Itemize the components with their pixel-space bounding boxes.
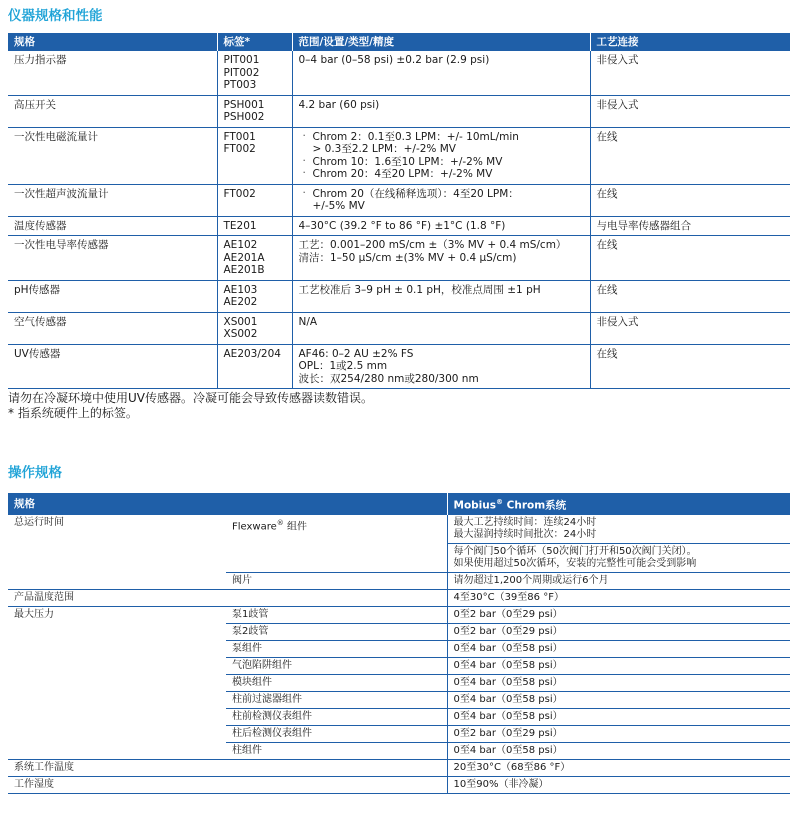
spec-cell: 一次性电磁流量计 [8, 127, 217, 184]
component-cell [226, 759, 447, 776]
connection-cell: 非侵入式 [590, 95, 790, 127]
spec-cell [8, 742, 226, 759]
tag-value: XS002 [223, 328, 258, 340]
header-system: Mobius® Chrom系统 [447, 493, 790, 515]
instrument-specs-title: 仪器规格和性能 [8, 8, 103, 24]
value-line: 0至2 bar（0至29 psi） [453, 608, 563, 620]
table-row [8, 572, 790, 589]
value-cell [447, 572, 790, 589]
value-cell [447, 623, 790, 640]
table-row [8, 51, 790, 95]
tag-value: AE103 [223, 283, 258, 296]
header-spec: 规格 [8, 493, 447, 515]
range-line: 清洁：1–50 μS/cm ±(3% MV + 0.4 μS/cm) [298, 251, 517, 264]
range-line: OPL：1或2.5 mm [298, 360, 388, 372]
tag-value: FT001 [223, 130, 256, 143]
value-line: 4至30°C（39至86 °F） [453, 591, 564, 603]
component-cell: 柱组件 [226, 742, 447, 759]
spec-cell: 产品温度范围 [8, 589, 226, 606]
value-line: 0至4 bar（0至58 psi） [453, 744, 563, 756]
header-tag: 标签* [217, 33, 292, 51]
value-cell [447, 708, 790, 725]
spec-cell: 一次性电导率传感器 [8, 236, 217, 281]
value-line: 0至4 bar（0至58 psi） [453, 659, 563, 671]
spec-cell: 工作湿度 [8, 776, 226, 793]
value-line: 最大湿润持续时间批次：24小时 [453, 528, 597, 540]
table-header-row [8, 33, 790, 51]
spec-cell [8, 640, 226, 657]
component-cell: 阀片 [226, 572, 447, 589]
value-line: 10至90%（非冷凝） [453, 778, 549, 790]
spec-cell: 空气传感器 [8, 312, 217, 344]
tag-value: AE202 [223, 296, 258, 308]
spec-cell: 系统工作温度 [8, 759, 226, 776]
table-row [8, 312, 790, 344]
value-cell [447, 776, 790, 793]
range-cell [292, 236, 590, 281]
table-row [8, 708, 790, 725]
header-connection: 工艺连接 [590, 33, 790, 51]
range-line: 0–4 bar (0–58 psi) ±0.2 bar (2.9 psi) [298, 54, 490, 66]
spec-cell [8, 708, 226, 725]
range-line: > 0.3至2.2 LPM：+/-2% MV [312, 143, 456, 155]
tag-cell [217, 344, 292, 389]
tag-value: PT003 [223, 79, 257, 91]
connection-cell: 在线 [590, 236, 790, 281]
tag-value: XS001 [223, 315, 258, 328]
component-cell: Flexware® 组件 [226, 515, 447, 544]
table-row [8, 606, 790, 623]
table-row [8, 623, 790, 640]
tag-cell [217, 312, 292, 344]
range-cell [292, 184, 590, 216]
component-cell: 柱前检测仪表组件 [226, 708, 447, 725]
spec-cell [8, 543, 226, 572]
value-line: 0至2 bar（0至29 psi） [453, 727, 563, 739]
tag-value: TE201 [223, 219, 257, 232]
header-spec: 规格 [8, 33, 217, 51]
range-cell [292, 344, 590, 389]
spec-cell: pH传感器 [8, 280, 217, 312]
table-row [8, 725, 790, 742]
component-cell: 模块组件 [226, 674, 447, 691]
value-line: 最大工艺持续时间：连续24小时 [453, 516, 597, 528]
value-cell [447, 691, 790, 708]
connection-cell: 非侵入式 [590, 51, 790, 95]
range-line: 工艺：0.001–200 mS/cm ±（3% MV + 0.4 mS/cm） [298, 239, 567, 251]
connection-cell: 在线 [590, 184, 790, 216]
table-row [8, 184, 790, 216]
value-line: 请勿超过1,200个周期或运行6个月 [453, 574, 609, 586]
spec-cell: 压力指示器 [8, 51, 217, 95]
tag-value: PSH002 [223, 111, 265, 123]
tag-footnote: * 指系统硬件上的标签。 [8, 406, 138, 420]
table-row [8, 657, 790, 674]
tag-cell [217, 280, 292, 312]
table-row [8, 640, 790, 657]
value-line: 0至4 bar（0至58 psi） [453, 710, 563, 722]
spec-cell: 温度传感器 [8, 216, 217, 236]
value-line: 0至4 bar（0至58 psi） [453, 693, 563, 705]
tag-cell [217, 95, 292, 127]
spec-cell [8, 623, 226, 640]
value-cell [447, 725, 790, 742]
component-cell: 柱后检测仪表组件 [226, 725, 447, 742]
component-cell: 气泡陷阱组件 [226, 657, 447, 674]
range-line: AF46: 0–2 AU ±2% FS [298, 347, 414, 360]
table-row [8, 589, 790, 606]
value-cell [447, 515, 790, 544]
tag-value: AE201A [223, 251, 265, 264]
instrument-specs-table [8, 33, 790, 389]
spec-cell [8, 657, 226, 674]
table-row [8, 236, 790, 281]
range-line: 波长：双254/280 nm或280/300 nm [298, 372, 479, 385]
component-cell [226, 776, 447, 793]
tag-cell [217, 236, 292, 281]
table-row [8, 543, 790, 572]
value-cell [447, 657, 790, 674]
tag-cell [217, 51, 292, 95]
tag-cell [217, 216, 292, 236]
uv-condensation-note: 请勿在冷凝环境中使用UV传感器。冷凝可能会导致传感器读数错误。 [8, 391, 373, 405]
range-cell [292, 51, 590, 95]
tag-value: AE203/204 [223, 347, 281, 360]
value-cell [447, 759, 790, 776]
range-line: · Chrom 10：1.6至10 LPM：+/-2% MV [299, 156, 584, 169]
range-line: · Chrom 20（在线稀释选项）：4至20 LPM： [299, 188, 584, 201]
spec-cell [8, 572, 226, 589]
spec-cell: 高压开关 [8, 95, 217, 127]
spec-cell: 最大压力 [14, 608, 54, 620]
spec-cell: 一次性超声波流量计 [8, 184, 217, 216]
table-row [8, 759, 790, 776]
table-row [8, 674, 790, 691]
tag-value: PSH001 [223, 98, 265, 111]
value-line: 0至2 bar（0至29 psi） [453, 625, 563, 637]
range-cell [292, 312, 590, 344]
tag-value: AE102 [223, 239, 258, 251]
range-line: 4–30°C (39.2 °F to 86 °F) ±1°C (1.8 °F) [298, 219, 506, 232]
range-cell [292, 216, 590, 236]
component-cell: 泵2歧管 [226, 623, 447, 640]
value-line: 0至4 bar（0至58 psi） [453, 642, 563, 654]
component-cell [226, 589, 447, 606]
range-line: 工艺校准后 3–9 pH ± 0.1 pH，校准点周围 ±1 pH [298, 283, 541, 296]
range-cell [292, 95, 590, 127]
range-line: · Chrom 20：4至20 LPM：+/-2% MV [299, 168, 584, 181]
spec-cell: UV传感器 [8, 344, 217, 389]
tag-cell [217, 127, 292, 184]
table-row [8, 776, 790, 793]
table-header-row [8, 493, 790, 515]
value-cell [447, 742, 790, 759]
operating-specs-table [8, 493, 790, 794]
tag-value: FT002 [223, 187, 256, 200]
spec-cell [8, 674, 226, 691]
table-row [8, 280, 790, 312]
table-row [8, 691, 790, 708]
table-row [8, 742, 790, 759]
value-cell [447, 606, 790, 623]
value-line: 0至4 bar（0至58 psi） [453, 676, 563, 688]
value-cell [447, 543, 790, 572]
value-line: 20至30°C（68至86 °F） [453, 761, 571, 773]
range-cell [292, 127, 590, 184]
instrument-notes [8, 391, 373, 421]
range-line: 4.2 bar (60 psi) [298, 98, 380, 111]
connection-cell: 非侵入式 [590, 312, 790, 344]
value-cell [447, 640, 790, 657]
tag-value: FT002 [223, 143, 256, 155]
table-row [8, 127, 790, 184]
connection-cell: 与电导率传感器组合 [590, 216, 790, 236]
table-row [8, 95, 790, 127]
table-row [8, 344, 790, 389]
tag-cell [217, 184, 292, 216]
component-cell: 泵组件 [226, 640, 447, 657]
value-cell [447, 674, 790, 691]
connection-cell: 在线 [590, 127, 790, 184]
range-line: N/A [298, 315, 318, 328]
tag-value: AE201B [223, 264, 265, 276]
table-row [8, 216, 790, 236]
range-cell [292, 280, 590, 312]
table-row [8, 515, 790, 544]
spec-cell [8, 725, 226, 742]
spec-cell: 总运行时间 [14, 516, 64, 528]
value-cell [447, 589, 790, 606]
component-cell: 泵1歧管 [226, 606, 447, 623]
range-line: +/-5% MV [312, 200, 365, 212]
operating-specs-title: 操作规格 [8, 465, 62, 481]
tag-value: PIT002 [223, 66, 260, 79]
tag-value: PIT001 [223, 54, 260, 66]
value-line: 如果使用超过50次循环，安装的完整性可能会受到影响 [453, 557, 697, 569]
spec-cell [8, 691, 226, 708]
component-cell [226, 543, 447, 572]
range-line: · Chrom 2：0.1至0.3 LPM：+/- 10mL/min [299, 131, 584, 144]
connection-cell: 在线 [590, 344, 790, 389]
component-cell: 柱前过滤器组件 [226, 691, 447, 708]
header-range: 范围/设置/类型/精度 [292, 33, 590, 51]
connection-cell: 在线 [590, 280, 790, 312]
value-line: 每个阀门50个循环（50次阀门打开和50次阀门关闭）。 [453, 545, 697, 557]
